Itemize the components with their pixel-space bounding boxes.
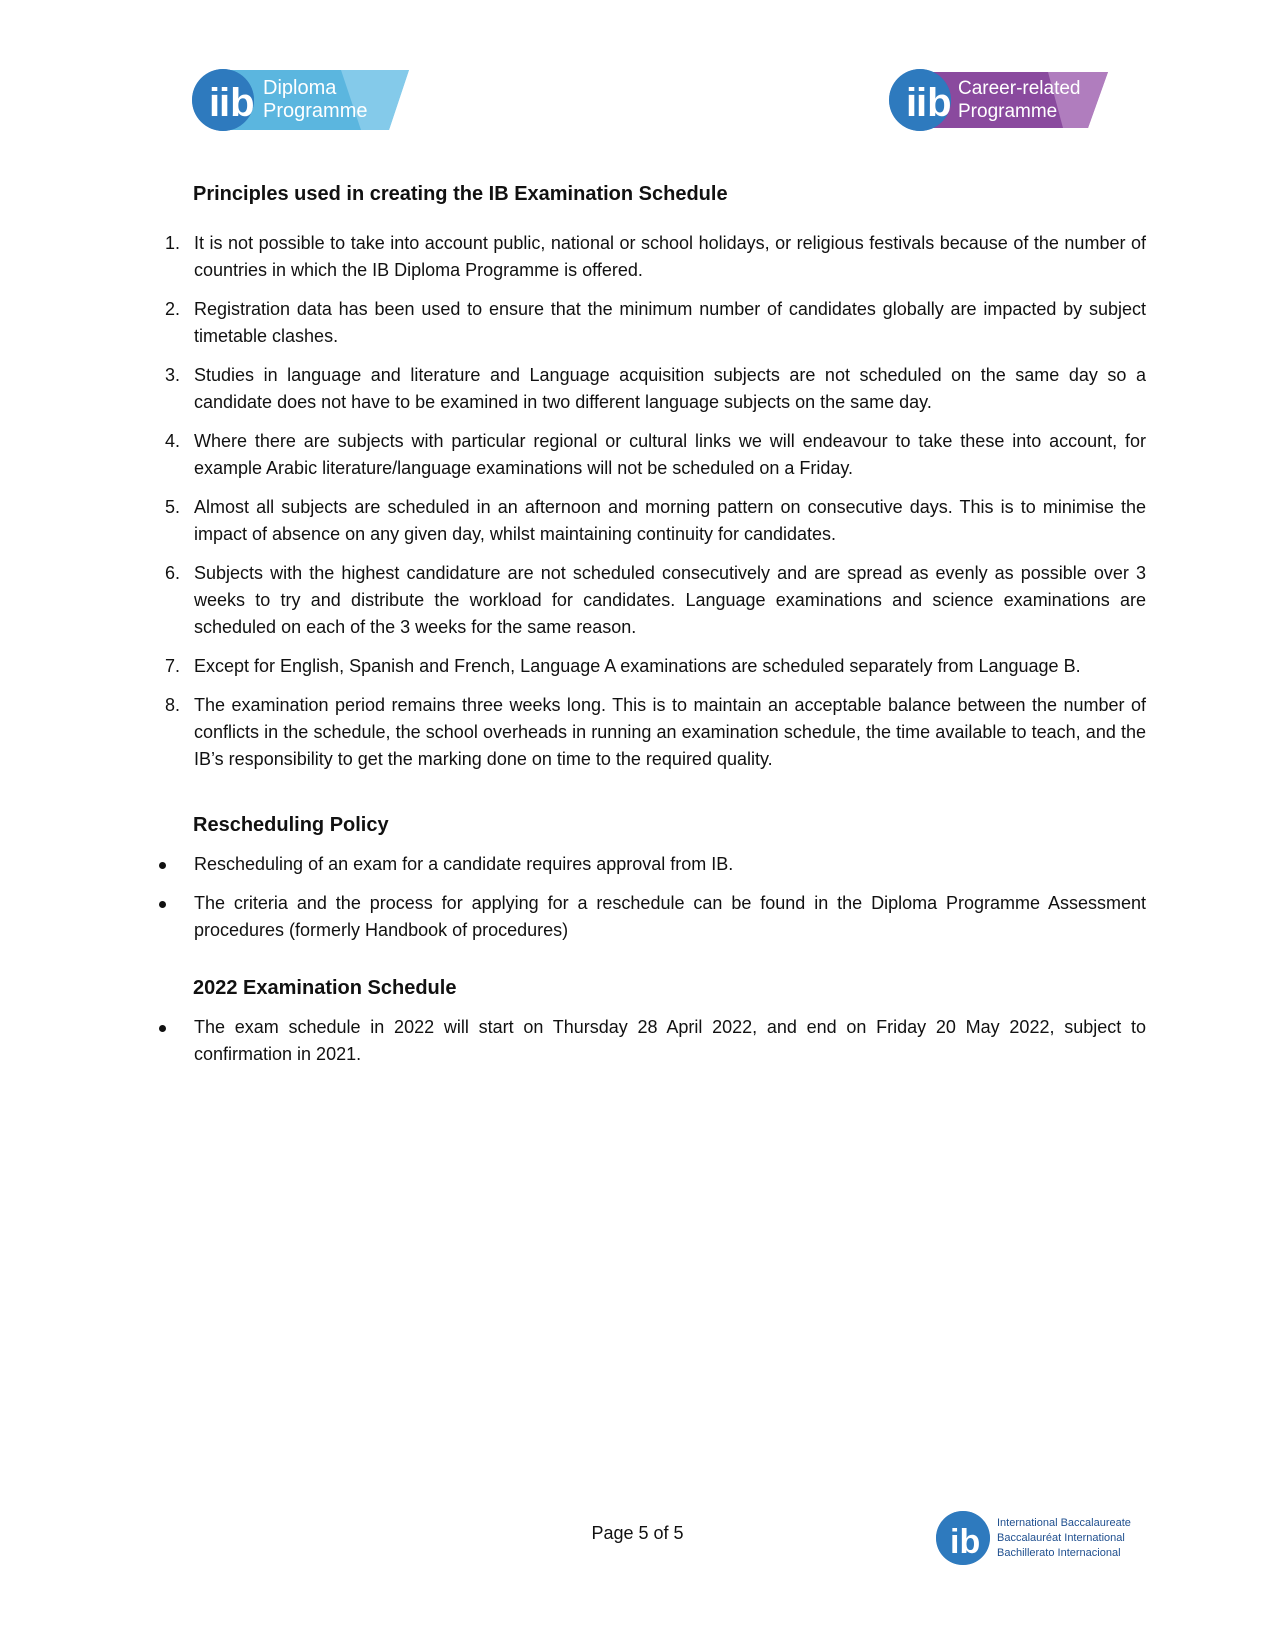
career-related-programme-logo: [888, 66, 1110, 134]
bullet-icon: [159, 1025, 166, 1032]
principle-text: It is not possible to take into account public, national or school holidays, or religious festivals because of the number of countries in which the IB Diploma Programme is offered.: [194, 233, 1146, 280]
document-body: [156, 180, 1146, 1080]
diploma-logo-line1: Diploma: [263, 77, 337, 99]
principle-text: The examination period remains three weeks long. This is to maintain an acceptable balance between the number of conflicts in the schedule, the school overheads in running an examination schedule, the time available to teach, and the IB’s responsibility to get the marking done on time to the required quality.: [194, 695, 1146, 769]
bullet-icon: [159, 901, 166, 908]
principle-item: [156, 296, 1146, 350]
org-name-line2: Baccalauréat International: [997, 1532, 1125, 1544]
principle-item: [156, 230, 1146, 284]
org-name-line3: Bachillerato Internacional: [997, 1547, 1121, 1559]
org-name-line1: International Baccalaureate: [997, 1517, 1131, 1529]
schedule-2022-text: The exam schedule in 2022 will start on Thursday 28 April 2022, and end on Friday 20 May 2022, subject to confirmation in 2021.: [194, 1017, 1146, 1064]
principle-number: 2.: [164, 299, 180, 319]
bullet-icon: [159, 862, 166, 869]
diploma-programme-logo: [191, 66, 411, 134]
principle-text: Where there are subjects with particular regional or cultural links we will endeavour to take these into account, for example Arabic literature/language examinations will not be scheduled on a Friday.: [194, 431, 1146, 478]
career-logo-mark: ib: [916, 81, 952, 125]
diploma-logo-line2: Programme: [263, 100, 368, 122]
principles-heading: Principles used in creating the IB Examination Schedule: [193, 183, 728, 205]
principle-number: 4.: [164, 431, 180, 451]
principle-text: Studies in language and literature and Language acquisition subjects are not scheduled on the same day so a candidate does not have to be examined in two different language subjects on the same day.: [194, 365, 1146, 412]
svg-text:ib: ib: [950, 1523, 981, 1561]
principle-item: [156, 362, 1146, 416]
principle-number: 8.: [164, 695, 180, 715]
schedule-2022-item: [156, 1014, 1146, 1068]
principle-item: [156, 560, 1146, 641]
principle-text: Almost all subjects are scheduled in an afternoon and morning pattern on consecutive days. This is to minimise the impact of absence on any given day, whilst maintaining continuity for candidates.: [194, 497, 1146, 544]
schedule-2022-list: [156, 1014, 1146, 1068]
principle-text: Subjects with the highest candidature are not scheduled consecutively and are spread as evenly as possible over 3 weeks to try and distribute the workload for candidates. Language examinations and science examinations are scheduled on each of the 3 weeks for the same reason.: [194, 563, 1146, 637]
svg-text:i: i: [209, 81, 221, 125]
ib-organization-logo: [935, 1508, 1145, 1568]
rescheduling-item: [156, 851, 1146, 878]
principle-item: [156, 428, 1146, 482]
principle-text: Registration data has been used to ensure that the minimum number of candidates globally are impacted by subject timetable clashes.: [194, 299, 1146, 346]
principles-list: [156, 230, 1146, 773]
principle-number: 7.: [164, 656, 180, 676]
principle-number: 3.: [164, 365, 180, 385]
principle-text: Except for English, Spanish and French, Language A examinations are scheduled separately from Language B.: [194, 656, 1081, 676]
principle-item: [156, 692, 1146, 773]
rescheduling-text: The criteria and the process for applying for a reschedule can be found in the Diploma Programme Assessment procedures (formerly Handbook of procedures): [194, 893, 1146, 940]
career-logo-line2: Programme: [958, 101, 1058, 122]
diploma-logo-mark: ib: [219, 81, 255, 125]
principle-item: [156, 653, 1146, 680]
principle-item: [156, 494, 1146, 548]
principle-number: 5.: [164, 497, 180, 517]
career-logo-line1: Career-related: [958, 78, 1081, 99]
rescheduling-heading: Rescheduling Policy: [193, 814, 389, 836]
rescheduling-text: Rescheduling of an exam for a candidate requires approval from IB.: [194, 854, 734, 874]
rescheduling-list: [156, 851, 1146, 944]
schedule-2022-heading: 2022 Examination Schedule: [193, 977, 457, 999]
page-number: Page 5 of 5: [591, 1523, 684, 1543]
principle-number: 6.: [164, 563, 180, 583]
svg-text:i: i: [906, 81, 918, 125]
principle-number: 1.: [164, 233, 180, 253]
rescheduling-item: [156, 890, 1146, 944]
